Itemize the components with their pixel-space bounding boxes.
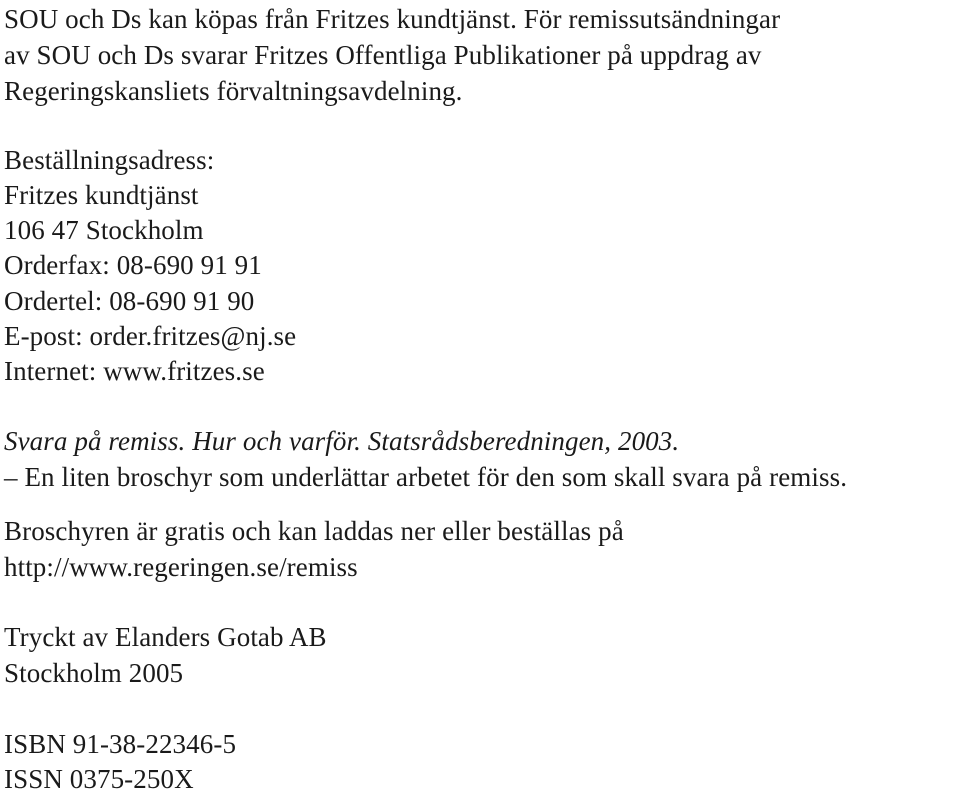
order-tel: Ordertel: 08-690 91 90 xyxy=(4,286,255,316)
intro-line-3: Regeringskansliets förvaltningsavdelning. xyxy=(4,76,463,106)
order-fax: Orderfax: 08-690 91 91 xyxy=(4,250,262,280)
order-address-heading: Beställningsadress: xyxy=(4,145,215,175)
order-website: Internet: www.fritzes.se xyxy=(4,356,265,386)
brochure-subtitle: – En liten broschyr som underlättar arbetet för den som skall svara på remiss. xyxy=(4,462,848,492)
order-name: Fritzes kundtjänst xyxy=(4,180,199,210)
issn: ISSN 0375-250X xyxy=(4,764,194,794)
printer-name: Tryckt av Elanders Gotab AB xyxy=(4,622,327,652)
intro-line-2: av SOU och Ds svarar Fritzes Offentliga Publikationer på uppdrag av xyxy=(4,40,762,70)
intro-line-1: SOU och Ds kan köpas från Fritzes kundtjänst. För remissutsändningar xyxy=(4,4,781,34)
brochure-info-line-1: Broschyren är gratis och kan laddas ner eller beställas på xyxy=(4,516,624,546)
order-email: E-post: order.fritzes@nj.se xyxy=(4,321,297,351)
brochure-url: http://www.regeringen.se/remiss xyxy=(4,552,358,582)
order-postal-address: 106 47 Stockholm xyxy=(4,215,204,245)
brochure-title: Svara på remiss. Hur och varför. Statsrådsberedningen, 2003. xyxy=(4,426,680,456)
printer-location-year: Stockholm 2005 xyxy=(4,658,184,688)
isbn: ISBN 91-38-22346-5 xyxy=(4,729,237,759)
